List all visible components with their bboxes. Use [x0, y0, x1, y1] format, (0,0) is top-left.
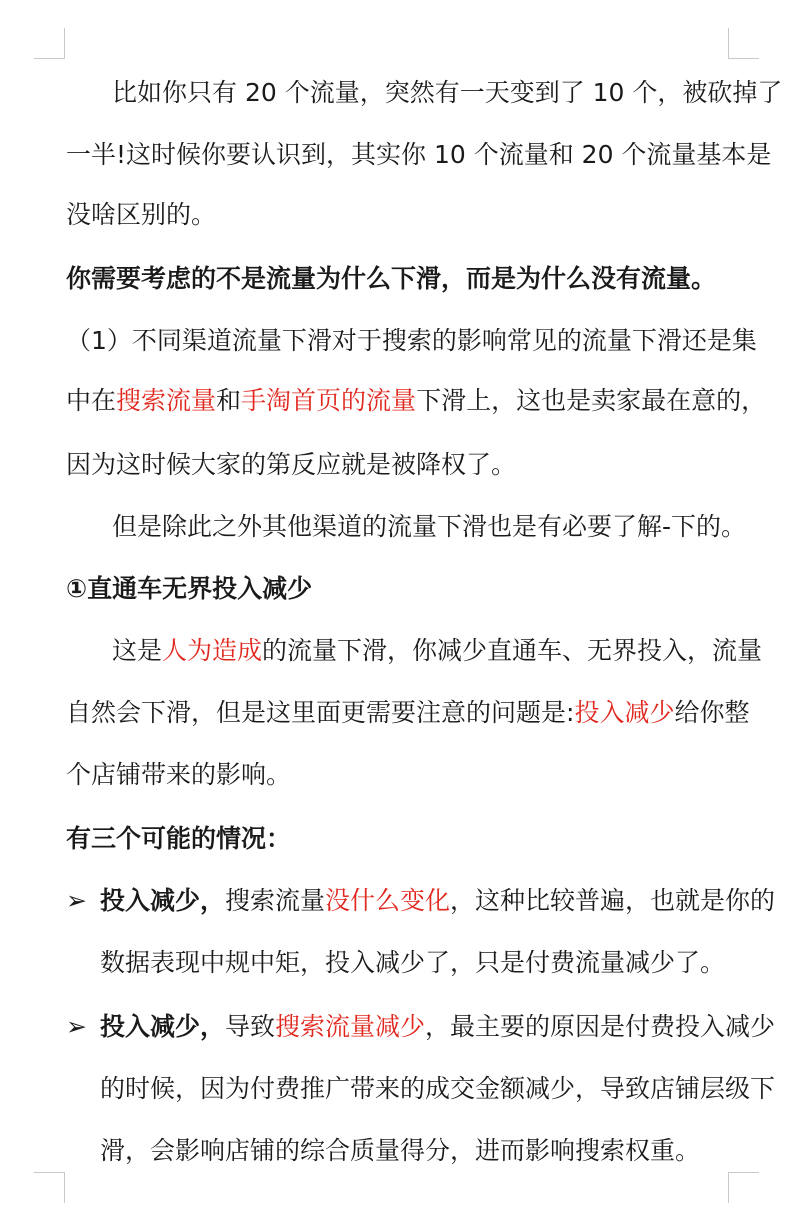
corner-mark-top-right — [728, 28, 759, 59]
bullet-2-line-2: 的时候，因为付费推广带来的成交金额减少，导致店铺层级下 — [100, 1074, 776, 1103]
highlight-reduced-investment: 投入减少 — [574, 698, 675, 727]
heading-traffic-question: 你需要考虑的不是流量为什么下滑，而是为什么没有流量。 — [66, 264, 717, 293]
heading-three-cases: 有三个可能的情况： — [66, 824, 292, 853]
text-segment: 中在 — [66, 386, 117, 415]
corner-mark-bottom-left — [34, 1172, 65, 1203]
bullet-2-line-3: 滑，会影响店铺的综合质量得分，进而影响搜索权重。 — [100, 1136, 701, 1165]
text-segment: 这是 — [112, 636, 163, 665]
paragraph-4-line-3: 个店铺带来的影响。 — [66, 760, 292, 789]
text-segment: 自然会下滑，但是这里面更需要注意的问题是: — [66, 698, 575, 727]
highlight-man-made: 人为造成 — [162, 636, 263, 665]
bullet-1-lead: 投入减少， — [100, 886, 226, 915]
highlight-homepage-traffic: 手淘首页的流量 — [241, 386, 417, 415]
arrow-bullet-icon: ➢ — [66, 886, 87, 915]
heading-direct-train: ①直通车无界投入减少 — [66, 574, 313, 603]
highlight-search-traffic-reduced: 搜索流量减少 — [275, 1012, 426, 1041]
paragraph-1-line-2: 一半!这时候你要认识到，其实你 10 个流量和 20 个流量基本是 — [66, 140, 772, 169]
paragraph-3: 但是除此之外其他渠道的流量下滑也是有必要了解-下的。 — [112, 512, 747, 541]
text-segment: 的流量下滑，你减少直通车、无界投入，流量 — [262, 636, 763, 665]
paragraph-4-line-1 — [112, 634, 763, 668]
text-segment: ，最主要的原因是付费投入减少 — [425, 1012, 776, 1041]
bullet-2-lead: 投入减少， — [100, 1012, 226, 1041]
text-segment: 下滑上，这也是卖家最在意的， — [416, 386, 767, 415]
paragraph-4-line-2 — [66, 696, 750, 730]
corner-mark-top-left — [34, 28, 65, 59]
arrow-bullet-icon: ➢ — [66, 1012, 87, 1041]
paragraph-2-line-1: （1）不同渠道流量下滑对于搜索的影响常见的流量下滑还是集 — [66, 326, 757, 355]
paragraph-2-line-2 — [66, 384, 767, 418]
bullet-1-text — [100, 884, 775, 918]
highlight-search-traffic: 搜索流量 — [116, 386, 217, 415]
corner-mark-bottom-right — [728, 1172, 759, 1203]
bullet-2-text — [100, 1010, 775, 1044]
paragraph-1-line-3: 没啥区别的。 — [66, 200, 217, 229]
text-segment: 和 — [216, 386, 242, 415]
paragraph-1-line-1: 比如你只有 20 个流量，突然有一天变到了 10 个，被砍掉了 — [112, 78, 783, 107]
bullet-1-line-2: 数据表现中规中矩，投入减少了，只是付费流量减少了。 — [100, 948, 726, 977]
text-segment: 导致 — [225, 1012, 276, 1041]
text-segment: 给你整 — [674, 698, 750, 727]
highlight-no-change: 没什么变化 — [325, 886, 451, 915]
text-segment: ，这种比较普遍，也就是你的 — [450, 886, 776, 915]
paragraph-2-line-3: 因为这时候大家的第反应就是被降权了。 — [66, 450, 517, 479]
text-segment: 搜索流量 — [225, 886, 326, 915]
